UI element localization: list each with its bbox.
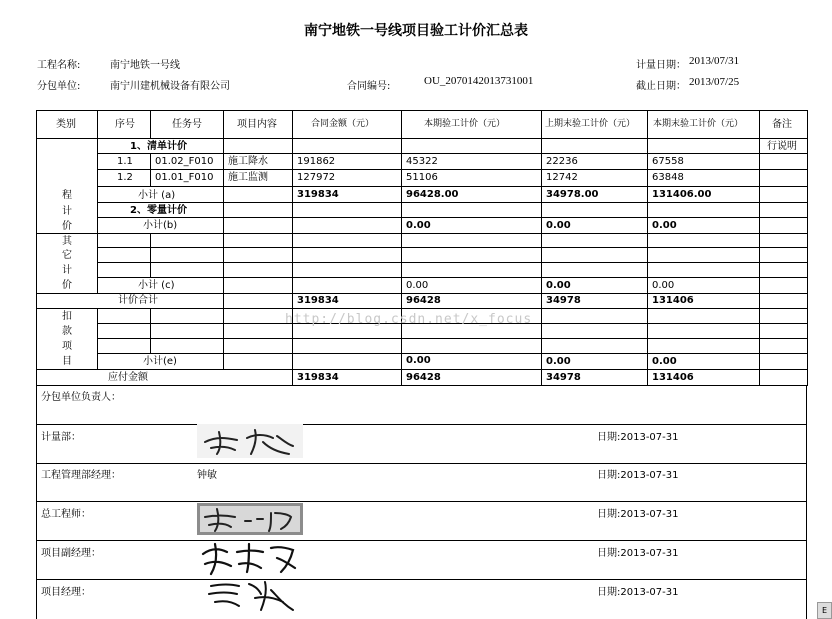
subtotal-b-prev: 0.00 xyxy=(546,220,571,231)
jiliang-date: 日期:2013-07-31 xyxy=(597,432,679,443)
jijia-total-prev: 34978 xyxy=(546,295,581,306)
item1-current: 45322 xyxy=(406,156,438,167)
grid-line xyxy=(36,293,808,294)
eng-manager-label: 工程管理部经理： xyxy=(41,470,121,481)
item2-task: 01.01_F010 xyxy=(155,172,214,183)
subtotal-a-contract: 319834 xyxy=(297,189,339,200)
sub-leader-label: 分包单位负责人： xyxy=(41,392,121,403)
col-header-contract-amount: 合同金额（元） xyxy=(311,119,375,129)
grid-line xyxy=(36,233,808,234)
subtotal-c-label: 小计 (c) xyxy=(138,280,175,291)
category-koukuan-3: 项 xyxy=(62,341,72,352)
sig-divider xyxy=(36,463,807,464)
page-title: 南宁地铁一号线项目验工计价汇总表 xyxy=(304,23,528,39)
contract-label: 合同编号: xyxy=(347,81,391,92)
measure-date-label: 计量日期： xyxy=(636,60,686,71)
grid-line xyxy=(97,277,808,278)
payable-prev: 34978 xyxy=(546,372,581,383)
grid-line xyxy=(97,153,808,154)
eng-manager-name: 钟敏 xyxy=(197,470,217,481)
chief-engineer-label: 总工程师： xyxy=(41,509,91,520)
item1-contract: 191862 xyxy=(297,156,336,167)
subtotal-a-end: 131406.00 xyxy=(652,189,712,200)
grid-line xyxy=(541,110,542,386)
col-header-previous-end: 上期末验工计价（元） xyxy=(545,119,636,129)
sig-divider xyxy=(36,540,807,541)
col-header-content: 项目内容 xyxy=(237,119,277,130)
grid-line xyxy=(97,247,808,248)
item2-current: 51106 xyxy=(406,172,438,183)
chief-engineer-date: 日期:2013-07-31 xyxy=(597,509,679,520)
grid-line xyxy=(97,217,808,218)
subcontractor-label: 分包单位: xyxy=(37,81,81,92)
item2-content: 施工监测 xyxy=(228,172,268,183)
category-koukuan-2: 款 xyxy=(62,326,72,337)
jijia-total-current: 96428 xyxy=(406,295,441,306)
item1-prev: 22236 xyxy=(546,156,578,167)
col-header-remark: 备注 xyxy=(772,119,792,130)
grid-line xyxy=(97,353,808,354)
grid-line xyxy=(401,110,402,386)
payable-end: 131406 xyxy=(652,372,694,383)
pm-signature xyxy=(205,576,305,616)
eng-manager-date: 日期:2013-07-31 xyxy=(597,470,679,481)
sig-divider xyxy=(36,501,807,502)
category-cheng-3: 价 xyxy=(62,221,72,232)
subtotal-b-end: 0.00 xyxy=(652,220,677,231)
grid-line xyxy=(97,262,808,263)
section-qingdan-label: 1、清单计价 xyxy=(130,141,187,152)
grid-line xyxy=(223,110,224,369)
jiliang-label: 计量部： xyxy=(41,432,81,443)
category-qita-2: 它 xyxy=(62,250,72,261)
corner-mark: E xyxy=(817,602,832,619)
category-qita-1: 其 xyxy=(62,236,72,247)
item2-prev: 12742 xyxy=(546,172,578,183)
subtotal-a-label: 小计 (a) xyxy=(138,190,176,201)
watermark: http://blog.csdn.net/x_focus xyxy=(285,312,533,327)
deputy-pm-label: 项目副经理： xyxy=(41,548,101,559)
category-cheng-1: 程 xyxy=(62,190,72,201)
category-koukuan-4: 目 xyxy=(62,356,72,367)
subtotal-e-end: 0.00 xyxy=(652,356,677,367)
col-header-task: 任务号 xyxy=(172,119,202,130)
deadline-value: 2013/07/25 xyxy=(689,76,740,88)
grid-line xyxy=(647,110,648,386)
subtotal-a-prev: 34978.00 xyxy=(546,189,599,200)
grid-line xyxy=(97,169,808,170)
category-koukuan-1: 扣 xyxy=(62,311,72,322)
grid-line xyxy=(36,369,808,370)
jijia-total-label: 计价合计 xyxy=(118,295,158,306)
pm-label: 项目经理： xyxy=(41,587,91,598)
col-header-current-end: 本期末验工计价（元） xyxy=(653,119,744,129)
item1-task: 01.02_F010 xyxy=(155,156,214,167)
remark-note: 行说明 xyxy=(767,141,797,152)
category-cheng-2: 计 xyxy=(62,206,72,217)
deputy-pm-date: 日期:2013-07-31 xyxy=(597,548,679,559)
item2-end: 63848 xyxy=(652,172,684,183)
subtotal-c-current: 0.00 xyxy=(406,280,429,291)
subtotal-c-prev: 0.00 xyxy=(546,280,571,291)
col-header-no: 序号 xyxy=(115,119,135,130)
category-qita-3: 计 xyxy=(62,265,72,276)
signature-section xyxy=(36,386,807,619)
grid-line xyxy=(36,138,808,139)
grid-line xyxy=(97,308,98,369)
deadline-label: 截止日期： xyxy=(636,81,686,92)
grid-line xyxy=(292,110,293,386)
grid-line xyxy=(150,233,151,277)
grid-line xyxy=(97,186,808,187)
grid-line xyxy=(97,202,808,203)
subtotal-c-end: 0.00 xyxy=(652,280,675,291)
project-label: 工程名称: xyxy=(37,60,81,71)
contract-value: OU_2070142013731001 xyxy=(424,75,534,87)
subtotal-e-current: 0.00 xyxy=(406,355,431,366)
sig-divider xyxy=(36,579,807,580)
category-qita-4: 价 xyxy=(62,280,72,291)
subtotal-b-label: 小计(b) xyxy=(143,220,178,231)
subtotal-e-label: 小计(e) xyxy=(143,356,177,367)
payable-current: 96428 xyxy=(406,372,441,383)
grid-line xyxy=(150,153,151,186)
grid-line xyxy=(150,308,151,353)
subtotal-a-current: 96428.00 xyxy=(406,189,459,200)
section-lingxiang-label: 2、零量计价 xyxy=(130,205,187,216)
item1-end: 67558 xyxy=(652,156,684,167)
col-header-current-period: 本期验工计价（元） xyxy=(424,119,506,129)
item2-no: 1.2 xyxy=(117,172,133,183)
subtotal-b-current: 0.00 xyxy=(406,220,431,231)
jijia-total-contract: 319834 xyxy=(297,295,339,306)
jijia-total-end: 131406 xyxy=(652,295,694,306)
col-header-category: 类别 xyxy=(56,119,76,130)
payable-contract: 319834 xyxy=(297,372,339,383)
grid-line xyxy=(36,308,808,309)
deputy-pm-signature xyxy=(197,538,307,578)
grid-line xyxy=(759,110,760,386)
subcontractor-value: 南宁川建机械设备有限公司 xyxy=(110,81,230,92)
project-value: 南宁地铁一号线 xyxy=(110,60,180,71)
sig-divider xyxy=(36,424,807,425)
pm-date: 日期:2013-07-31 xyxy=(597,587,679,598)
chief-engineer-signature xyxy=(197,503,303,535)
jiliang-signature xyxy=(197,424,303,458)
item1-no: 1.1 xyxy=(117,156,133,167)
measure-date-value: 2013/07/31 xyxy=(689,55,740,67)
subtotal-e-prev: 0.00 xyxy=(546,356,571,367)
grid-line xyxy=(97,110,98,293)
item2-contract: 127972 xyxy=(297,172,336,183)
grid-line xyxy=(97,338,808,339)
item1-content: 施工降水 xyxy=(228,156,268,167)
grid-line xyxy=(150,110,151,138)
payable-label: 应付金额 xyxy=(108,372,148,383)
